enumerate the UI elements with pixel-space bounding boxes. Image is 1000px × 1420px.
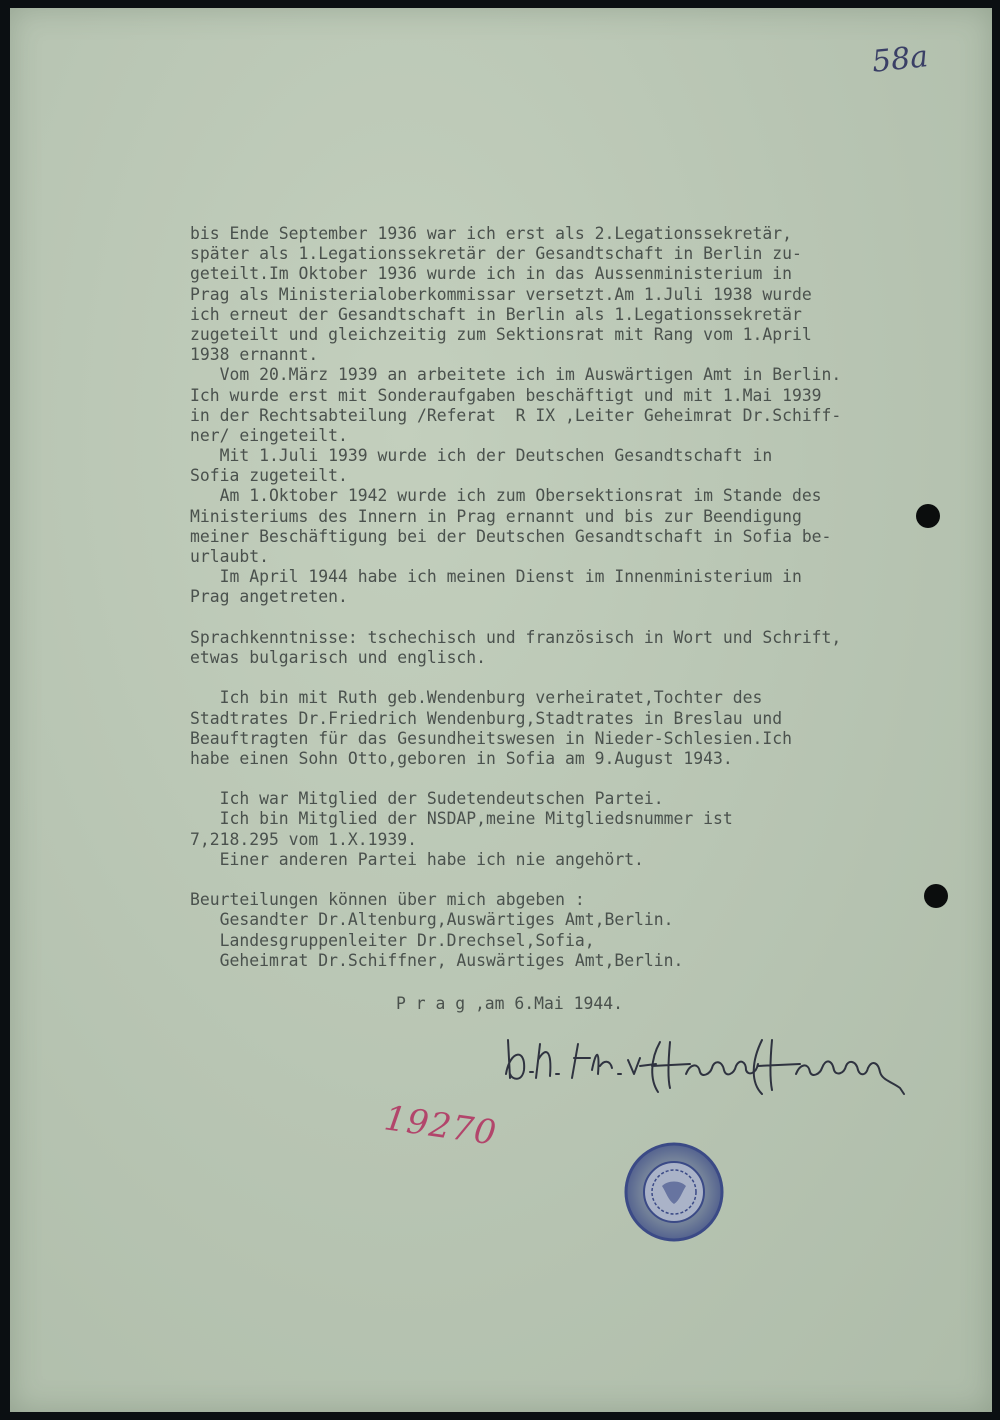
text-line: 1938 ernannt. (190, 345, 319, 365)
text-line: Ich war Mitglied der Sudetendeutschen Partei. (190, 789, 664, 809)
text-line (190, 870, 1000, 890)
handwritten-signature (500, 1030, 920, 1102)
date-line: P r a g ,am 6.Mai 1944. (396, 994, 623, 1013)
folio-mark: 58a (870, 39, 930, 80)
registry-stamp-number: 19270 (381, 1098, 500, 1154)
text-line: meiner Beschäftigung bei der Deutschen Gesandtschaft in Sofia be- (190, 526, 832, 546)
text-line: geteilt.Im Oktober 1936 wurde ich in das Aussenministerium in (190, 264, 792, 284)
text-line: Sprachkenntnisse: tschechisch und französisch in Wort und Schrift, (190, 627, 842, 647)
text-line: Im April 1944 habe ich meinen Dienst im Innenministerium in (190, 567, 802, 587)
text-line: bis Ende September 1936 war ich erst als 2.Legationssekretär, (190, 224, 792, 243)
text-line: urlaubt. (190, 547, 269, 566)
text-line: Stadtrates Dr.Friedrich Wendenburg,Stadtrates in Breslau und (190, 708, 783, 728)
text-line: etwas bulgarisch und englisch. (190, 647, 487, 667)
text-line: Sofia zugeteilt. (190, 466, 348, 486)
text-line: 7,218.295 vom 1.X.1939. (190, 829, 417, 849)
text-line: in der Rechtsabteilung /Referat R IX ,Leiter Geheimrat Dr.Schiff- (190, 405, 842, 425)
body-text (190, 224, 1000, 971)
text-line (190, 769, 1000, 789)
text-line: Vom 20.März 1939 an arbeitete ich im Auswärtigen Amt in Berlin. (190, 365, 842, 385)
document-page (10, 8, 992, 1412)
text-line (190, 608, 1000, 628)
text-line: zugeteilt und gleichzeitig zum Sektionsrat mit Rang vom 1.April (190, 324, 812, 344)
text-line: ner/ eingeteilt. (190, 425, 348, 445)
text-line: habe einen Sohn Otto,geboren in Sofia am 9.August 1943. (190, 748, 733, 768)
text-line: Prag als Ministerialoberkommissar versetzt.Am 1.Juli 1938 wurde (190, 284, 812, 304)
text-line: Mit 1.Juli 1939 wurde ich der Deutschen Gesandtschaft in (190, 446, 773, 466)
text-line: Beauftragten für das Gesundheitswesen in Nieder-Schlesien.Ich (190, 728, 792, 748)
text-line: Prag angetreten. (190, 587, 348, 607)
text-line: Ich bin mit Ruth geb.Wendenburg verheiratet,Tochter des (190, 688, 763, 708)
text-line: Ich bin Mitglied der NSDAP,meine Mitgliedsnummer ist (190, 809, 733, 829)
text-line: Landesgruppenleiter Dr.Drechsel,Sofia, (190, 930, 595, 950)
text-line (190, 668, 1000, 688)
text-line: Ministeriums des Innern in Prag ernannt und bis zur Beendigung (190, 506, 802, 526)
text-line: Am 1.Oktober 1942 wurde ich zum Obersektionsrat im Stande des (190, 486, 822, 506)
text-line: Ich wurde erst mit Sonderaufgaben beschäftigt und mit 1.Mai 1939 (190, 385, 822, 405)
text-line: Geheimrat Dr.Schiffner, Auswärtiges Amt,Berlin. (190, 950, 684, 970)
punch-hole (916, 504, 940, 528)
text-line: Einer anderen Partei habe ich nie angehört. (190, 849, 644, 869)
text-line: ich erneut der Gesandtschaft in Berlin als 1.Legationssekretär (190, 304, 802, 324)
text-line: Gesandter Dr.Altenburg,Auswärtiges Amt,Berlin. (190, 910, 674, 930)
text-line: Beurteilungen können über mich abgeben : (190, 890, 585, 910)
official-seal (622, 1140, 726, 1244)
text-line: später als 1.Legationssekretär der Gesandtschaft in Berlin zu- (190, 244, 802, 264)
punch-hole (924, 884, 948, 908)
